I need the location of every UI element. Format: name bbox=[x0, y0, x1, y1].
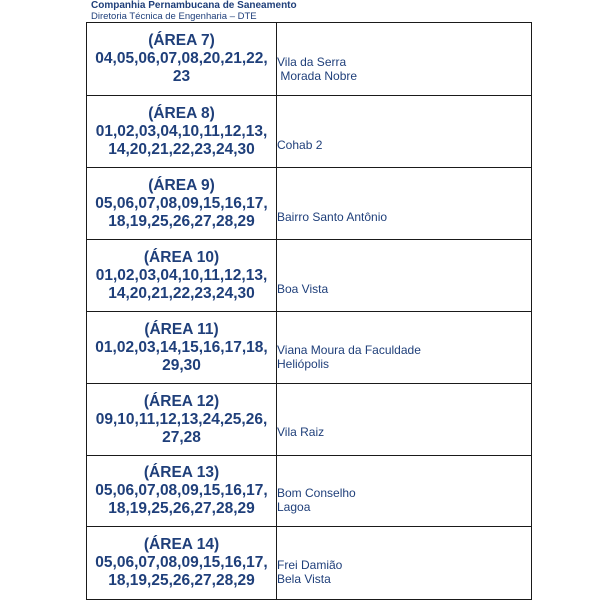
area-row bbox=[87, 168, 532, 240]
area-cell bbox=[87, 168, 277, 240]
neighborhood-name: Bairro Santo Antônio bbox=[277, 209, 388, 224]
area-cell bbox=[87, 456, 277, 527]
neighborhood-name: Frei Damião bbox=[277, 557, 343, 572]
area-cell bbox=[87, 527, 277, 600]
neighborhood-name: Boa Vista bbox=[277, 281, 329, 296]
area-days: 01,02,03,04,10,11,12,13, 14,20,21,22,23,24,30 bbox=[95, 122, 268, 158]
neighborhood-name: Viana Moura da Faculdade bbox=[277, 342, 421, 357]
area-cell bbox=[87, 96, 277, 168]
company-name: Companhia Pernambucana de Saneamento bbox=[91, 0, 297, 11]
area-days: 05,06,07,08,09,15,16,17, 18,19,25,26,27,28,29 bbox=[95, 194, 268, 230]
area-cell bbox=[87, 23, 277, 96]
area-row bbox=[87, 384, 532, 456]
area-title: (ÁREA 8) bbox=[148, 104, 215, 122]
area-title: (ÁREA 14) bbox=[143, 536, 220, 553]
area-cell bbox=[87, 240, 277, 312]
area-days: 01,02,03,04,10,11,12,13, 14,20,21,22,23,24,30 bbox=[95, 266, 268, 302]
neighborhood-cell bbox=[277, 312, 532, 384]
neighborhood-name: Vila da Serra bbox=[277, 54, 347, 69]
neighborhood-name: Morada Nobre bbox=[277, 69, 358, 83]
neighborhood-name: Heliópolis bbox=[277, 357, 330, 371]
area-days: 04,05,06,07,08,20,21,22, 23 bbox=[95, 50, 268, 85]
neighborhood-cell bbox=[277, 240, 532, 312]
neighborhood-cell bbox=[277, 168, 532, 240]
area-title: (ÁREA 7) bbox=[148, 32, 215, 49]
neighborhood-cell bbox=[277, 527, 532, 600]
neighborhood-cell bbox=[277, 96, 532, 168]
directorate-name: Diretoria Técnica de Engenharia – DTE bbox=[91, 11, 257, 22]
neighborhood-cell bbox=[277, 384, 532, 456]
area-row bbox=[87, 312, 532, 384]
area-row bbox=[87, 23, 532, 96]
neighborhood-name: Lagoa bbox=[277, 500, 311, 514]
neighborhood-name: Vila Raiz bbox=[277, 424, 325, 439]
area-days: 05,06,07,08,09,15,16,17, 18,19,25,26,27,28,29 bbox=[95, 482, 268, 517]
neighborhood-name: Bela Vista bbox=[277, 572, 331, 586]
area-days: 05,06,07,08,09,15,16,17, 18,19,25,26,27,28,29 bbox=[95, 554, 268, 589]
area-cell bbox=[87, 312, 277, 384]
area-title: (ÁREA 11) bbox=[144, 320, 219, 338]
area-row bbox=[87, 527, 532, 600]
area-row bbox=[87, 456, 532, 527]
neighborhood-cell bbox=[277, 456, 532, 527]
area-title: (ÁREA 12) bbox=[143, 392, 220, 410]
area-title: (ÁREA 10) bbox=[143, 248, 220, 266]
area-title: (ÁREA 13) bbox=[143, 464, 220, 481]
area-row bbox=[87, 240, 532, 312]
area-row bbox=[87, 96, 532, 168]
neighborhood-name: Bom Conselho bbox=[277, 485, 356, 500]
document-header bbox=[91, 0, 297, 23]
area-table-body bbox=[87, 23, 532, 600]
neighborhood-cell bbox=[277, 23, 532, 96]
area-days: 09,10,11,12,13,24,25,26, 27,28 bbox=[95, 410, 268, 446]
neighborhood-name: Cohab 2 bbox=[277, 137, 323, 152]
area-schedule-table bbox=[86, 22, 532, 600]
area-cell bbox=[87, 384, 277, 456]
area-days: 01,02,03,14,15,16,17,18, 29,30 bbox=[95, 338, 268, 374]
area-title: (ÁREA 9) bbox=[148, 176, 215, 194]
